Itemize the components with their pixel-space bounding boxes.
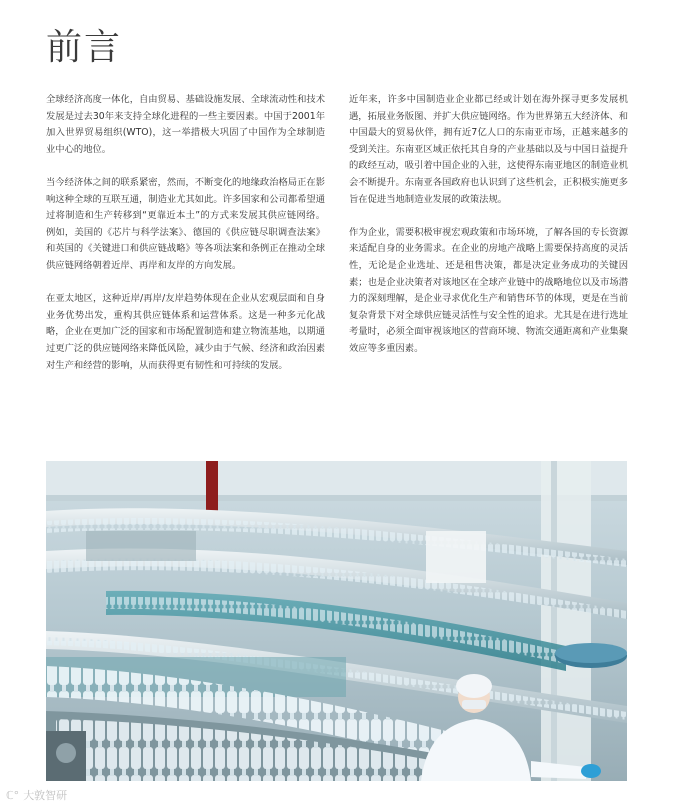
left-column: [46, 92, 325, 391]
right-paragraph-1: 近年来，许多中国制造业企业都已经或计划在海外探寻更多发展机遇，拓展业务版图、并扩大供应链网络。作为世界第五大经济体、和中国最大的贸易伙伴，拥有近7亿人口的东南亚市场，正越来越多的受到关注。东南亚区域正依托其自身的产业基础以及与中国日益提升的政经互动，吸引着中国企业的入驻，这使得东南亚地区的制造业机会不断提升。东南亚各国政府也认识到了这些机会，正积极实施更多旨在促进当地制造业发展的政策法规。: [349, 94, 628, 205]
left-paragraph-1: 全球经济高度一体化，自由贸易、基础设施发展、全球流动性和技术发展是过去30年来支持全球化进程的一些主要因素。中国于2001年加入世界贸易组织(WTO)，这一举措极大巩固了中国作为全球制造业中心的地位。: [46, 94, 325, 155]
watermark-text: 大敦智研: [23, 789, 68, 802]
watermark: [6, 787, 67, 803]
page-title: 前言: [46, 27, 123, 68]
left-paragraph-2: 当今经济体之间的联系紧密，然而，不断变化的地缘政治格局正在影响这种全球的互联互通，制造业尤其如此。许多国家和公司都希望通过将制造和生产转移到“更靠近本土”的方式来发展其供应链网络。例如，美国的《芯片与科学法案》、德国的《供应链尽职调查法案》和英国的《关键进口和供应链战略》等各项法案和条例正在推动全球供应链网络朝着近岸、再岸和友岸的方向发展。: [46, 176, 325, 271]
watermark-logo-icon: ℂ°: [6, 788, 20, 802]
factory-bottling-line-photo: [46, 461, 627, 781]
right-column: [349, 92, 628, 374]
left-paragraph-3: 在亚太地区，这种近岸/再岸/友岸趋势体现在企业从宏观层面和自身业务优势出发，重构其供应链体系和运营体系。这是一种多元化战略，企业在更加广泛的国家和市场配置制造和建立物流基地，以期通过更广泛的供应链网络来降低风险，减少由于气候、经济和政治因素对生产和经营的影响，从而获得更有韧性和可持续的发展。: [46, 293, 325, 371]
right-paragraph-2: 作为企业，需要积极审视宏观政策和市场环境，了解各国的专长资源来适配自身的业务需求。在企业的房地产战略上需要保持高度的灵活性，无论是企业选址、还是租售决策，都是决定业务成功的关键因素；也是企业决策者对该地区在全球产业链中的战略地位以及市场潜力的深刻理解，是企业寻求优化生产和销售环节的体现，更是在当前复杂背景下对全球供应链灵活性与安全性的追求。尤其是在进行选址考量时，必须全面审视该地区的营商环境、物流交通距离和产业集聚效应等多重因素。: [349, 226, 628, 354]
photo-illustration: [46, 461, 627, 781]
